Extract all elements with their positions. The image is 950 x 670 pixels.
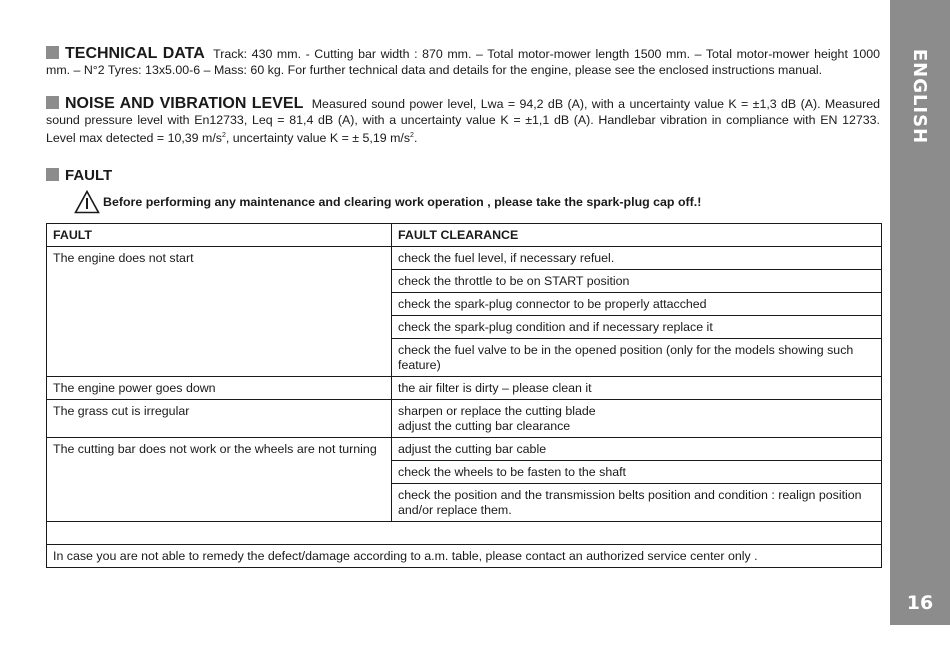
table-row: [47, 376, 882, 399]
fault-cell: The cutting bar does not work or the wheels are not turning: [47, 437, 392, 521]
clearance-cell: check the spark-plug connector to be properly attacched: [392, 292, 882, 315]
table-row: [47, 437, 882, 460]
language-side-tab: [890, 0, 950, 625]
warning-text: Before performing any maintenance and clearing work operation , please take the spark-plug cap off.!: [103, 194, 702, 209]
fault-cell: The engine does not start: [47, 246, 392, 376]
fault-table: [46, 223, 882, 568]
clearance-cell: adjust the cutting bar cable: [392, 437, 882, 460]
square-bullet-icon: [46, 46, 59, 59]
warning-triangle-icon: [74, 190, 100, 214]
noise-text-b: , uncertainty value K = ± 5,19 m/s: [225, 131, 411, 146]
clearance-cell: check the throttle to be on START position: [392, 269, 882, 292]
noise-superscript-b: 2: [410, 132, 414, 139]
fault-heading-row: [46, 167, 880, 184]
noise-text-c: .: [413, 131, 418, 146]
technical-data-paragraph: [46, 46, 880, 78]
table-footer-row: [47, 544, 882, 567]
footer-note: In case you are not able to remedy the defect/damage according to a.m. table, please contact an authorized service center only .: [47, 544, 882, 567]
noise-text-a: Measured sound power level, Lwa = 94,2 dB (A), with a uncertainty value K = ±1,3 dB (A). Measured sound pressure level with En12733, Leq = 81,4 dB (A), with a uncertainty value K = ±1,1 dB (A). Handlebar vibration in compliance with EN 12733. Level max detected = 10,39 m/s: [46, 97, 880, 146]
table-header-row: [47, 223, 882, 246]
clearance-cell: the air filter is dirty – please clean it: [392, 376, 882, 399]
fault-heading: FAULT: [65, 166, 113, 184]
fault-cell: The grass cut is irregular: [47, 399, 392, 437]
language-label-box: [890, 46, 950, 146]
clearance-column-header: FAULT CLEARANCE: [392, 223, 882, 246]
table-row: [47, 399, 882, 437]
clearance-cell: check the fuel level, if necessary refuel.: [392, 246, 882, 269]
language-label: ENGLISH: [909, 48, 931, 144]
page-content: [46, 46, 880, 568]
table-row: [47, 246, 882, 269]
technical-data-heading: TECHNICAL DATA: [65, 45, 205, 62]
fault-cell: The engine power goes down: [47, 376, 392, 399]
clearance-line: adjust the cutting bar clearance: [398, 418, 571, 433]
empty-cell: [47, 521, 882, 544]
noise-superscript-a: 2: [221, 132, 226, 139]
empty-table-row: [47, 521, 882, 544]
clearance-cell: [392, 399, 882, 437]
square-bullet-icon: [46, 168, 59, 181]
clearance-cell: check the spark-plug condition and if necessary replace it: [392, 315, 882, 338]
clearance-line: sharpen or replace the cutting blade: [398, 403, 596, 418]
clearance-cell: check the fuel valve to be in the opened position (only for the models showing such feature): [392, 338, 882, 376]
fault-column-header: FAULT: [47, 223, 392, 246]
technical-data-text: Track: 430 mm. - Cutting bar width : 870 mm. – Total motor-mower length 1500 mm. – Total motor-mower height 1000 mm. – N°2 Tyres: 13x5.00-6 – Mass: 60 kg. For further technical data and details for the engine, please see the enclosed instructions manual.: [46, 47, 881, 77]
clearance-cell: check the position and the transmission belts position and condition : realign position and/or replace them.: [392, 483, 882, 521]
noise-vibration-paragraph: [46, 96, 880, 147]
square-bullet-icon: [46, 96, 59, 109]
clearance-cell: check the wheels to be fasten to the shaft: [392, 460, 882, 483]
noise-vibration-heading: NOISE AND VIBRATION LEVEL: [65, 95, 304, 112]
page-number: 16: [906, 592, 934, 614]
warning-notice: [74, 190, 880, 214]
